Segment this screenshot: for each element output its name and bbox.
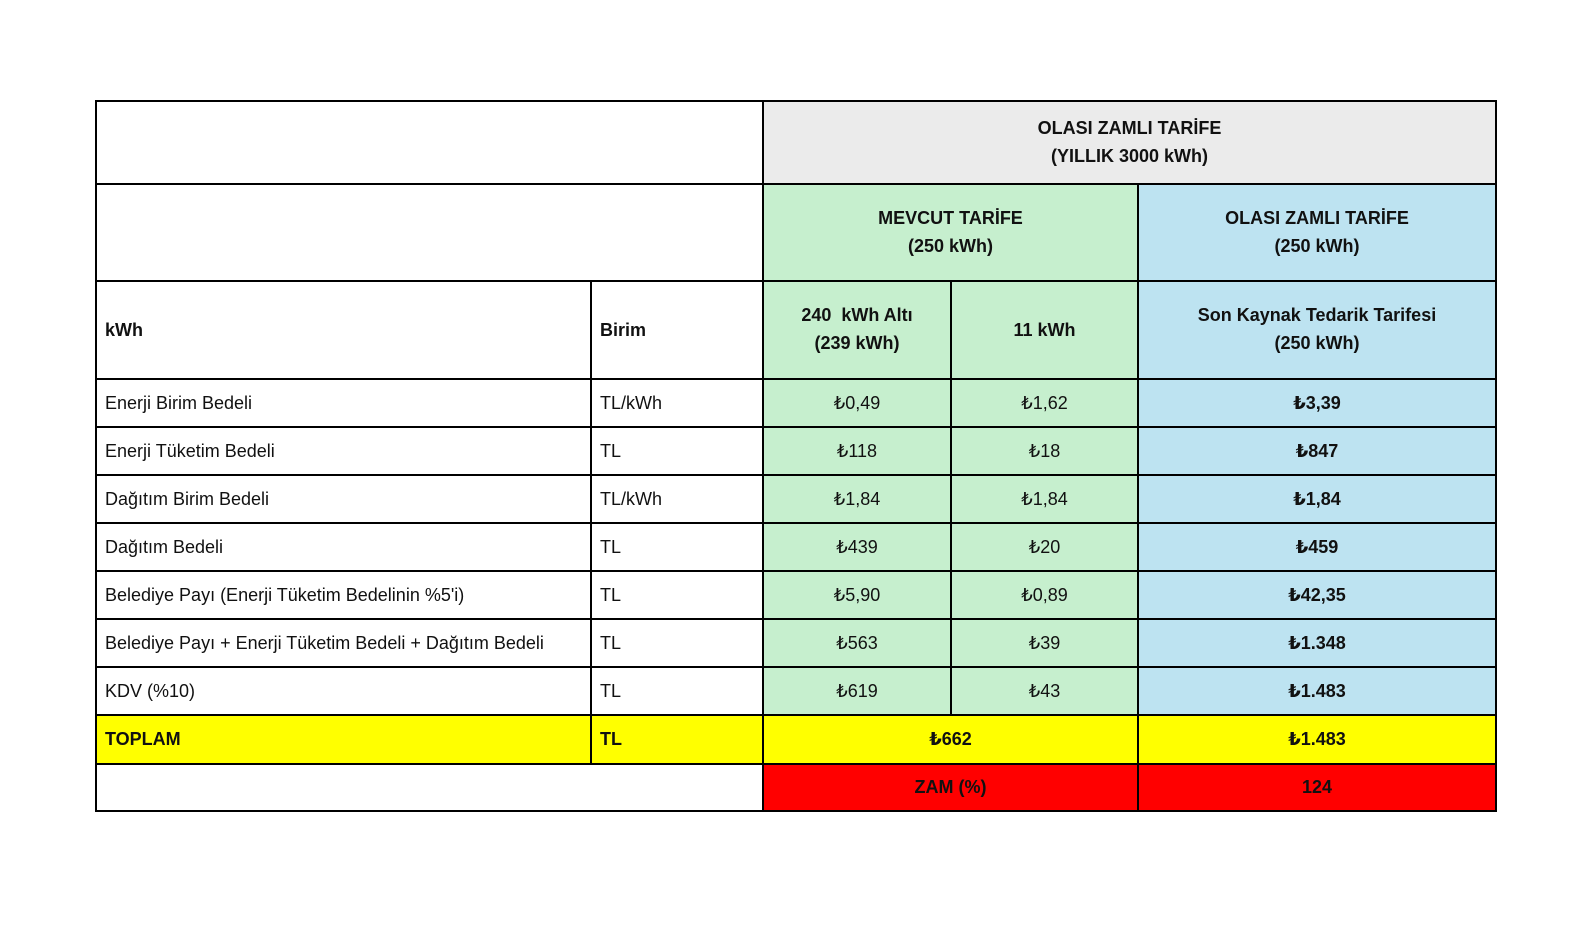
total-row [96, 715, 1496, 764]
table-row [96, 667, 1496, 715]
subheader-240-kwh-alti [763, 281, 951, 379]
value-mevcut-240: ₺1,84 [763, 475, 951, 523]
value-mevcut-11: ₺43 [951, 667, 1138, 715]
value-mevcut-11: ₺0,89 [951, 571, 1138, 619]
total-mevcut-value: ₺662 [763, 715, 1138, 764]
tariff-table [95, 100, 1497, 812]
value-olasi: ₺42,35 [1138, 571, 1496, 619]
value-olasi: ₺1,84 [1138, 475, 1496, 523]
value-mevcut-11: ₺20 [951, 523, 1138, 571]
header-olasi-line2: (250 kWh) [1274, 235, 1360, 256]
value-olasi: ₺847 [1138, 427, 1496, 475]
value-olasi: ₺459 [1138, 523, 1496, 571]
row-unit: TL [591, 667, 763, 715]
value-mevcut-11: ₺39 [951, 619, 1138, 667]
total-olasi-value: ₺1.483 [1138, 715, 1496, 764]
header-olasi-line1: OLASI ZAMLI TARİFE [1225, 207, 1409, 228]
subheader-son-kaynak [1138, 281, 1496, 379]
value-mevcut-240: ₺619 [763, 667, 951, 715]
table-title-line1: OLASI ZAMLI TARİFE [1037, 117, 1222, 138]
table-title-line2: (YILLIK 3000 kWh) [1050, 145, 1209, 166]
value-olasi: ₺1.483 [1138, 667, 1496, 715]
row-label: Dağıtım Birim Bedeli [96, 475, 591, 523]
row-unit: TL [591, 571, 763, 619]
top-left-spacer [96, 101, 763, 184]
row-label: Enerji Tüketim Bedeli [96, 427, 591, 475]
table-row [96, 571, 1496, 619]
row-unit: TL [591, 619, 763, 667]
col-header-birim: Birim [591, 281, 763, 379]
zam-label: ZAM (%) [763, 764, 1138, 811]
subheader-son-kaynak-line2: (250 kWh) [1274, 333, 1360, 353]
row-unit: TL/kWh [591, 379, 763, 427]
value-mevcut-240: ₺0,49 [763, 379, 951, 427]
value-mevcut-240: ₺118 [763, 427, 951, 475]
row-label: Belediye Payı (Enerji Tüketim Bedelinin %5'i) [96, 571, 591, 619]
value-mevcut-240: ₺5,90 [763, 571, 951, 619]
header-mevcut-line2: (250 kWh) [907, 235, 994, 256]
value-mevcut-11: ₺18 [951, 427, 1138, 475]
header-mevcut-line1: MEVCUT TARİFE [878, 207, 1023, 228]
total-label: TOPLAM [96, 715, 591, 764]
zam-row [96, 764, 1496, 811]
header-left-spacer [96, 184, 763, 281]
row-unit: TL [591, 523, 763, 571]
table-row [96, 523, 1496, 571]
value-mevcut-240: ₺563 [763, 619, 951, 667]
subheader-240-line2: (239 kWh) [814, 333, 900, 353]
subheader-11-kwh: 11 kWh [951, 281, 1138, 379]
header-mevcut-tarife [763, 184, 1138, 281]
row-unit: TL [591, 427, 763, 475]
value-mevcut-11: ₺1,84 [951, 475, 1138, 523]
value-olasi: ₺1.348 [1138, 619, 1496, 667]
table-row [96, 475, 1496, 523]
subheader-son-kaynak-line1: Son Kaynak Tedarik Tarifesi [1197, 305, 1437, 326]
table-row [96, 379, 1496, 427]
col-header-kwh: kWh [96, 281, 591, 379]
subheader-240-line1: 240 kWh Altı [801, 305, 913, 326]
value-olasi: ₺3,39 [1138, 379, 1496, 427]
row-label: Enerji Birim Bedeli [96, 379, 591, 427]
zam-value: 124 [1138, 764, 1496, 811]
header-olasi-zamli-tarife [1138, 184, 1496, 281]
table-title [763, 101, 1496, 184]
row-label: Belediye Payı + Enerji Tüketim Bedeli + Dağıtım Bedeli [96, 619, 591, 667]
table-row [96, 619, 1496, 667]
value-mevcut-11: ₺1,62 [951, 379, 1138, 427]
total-unit: TL [591, 715, 763, 764]
row-label: Dağıtım Bedeli [96, 523, 591, 571]
value-mevcut-240: ₺439 [763, 523, 951, 571]
row-label: KDV (%10) [96, 667, 591, 715]
row-unit: TL/kWh [591, 475, 763, 523]
zam-left-spacer [96, 764, 763, 811]
table-row [96, 427, 1496, 475]
